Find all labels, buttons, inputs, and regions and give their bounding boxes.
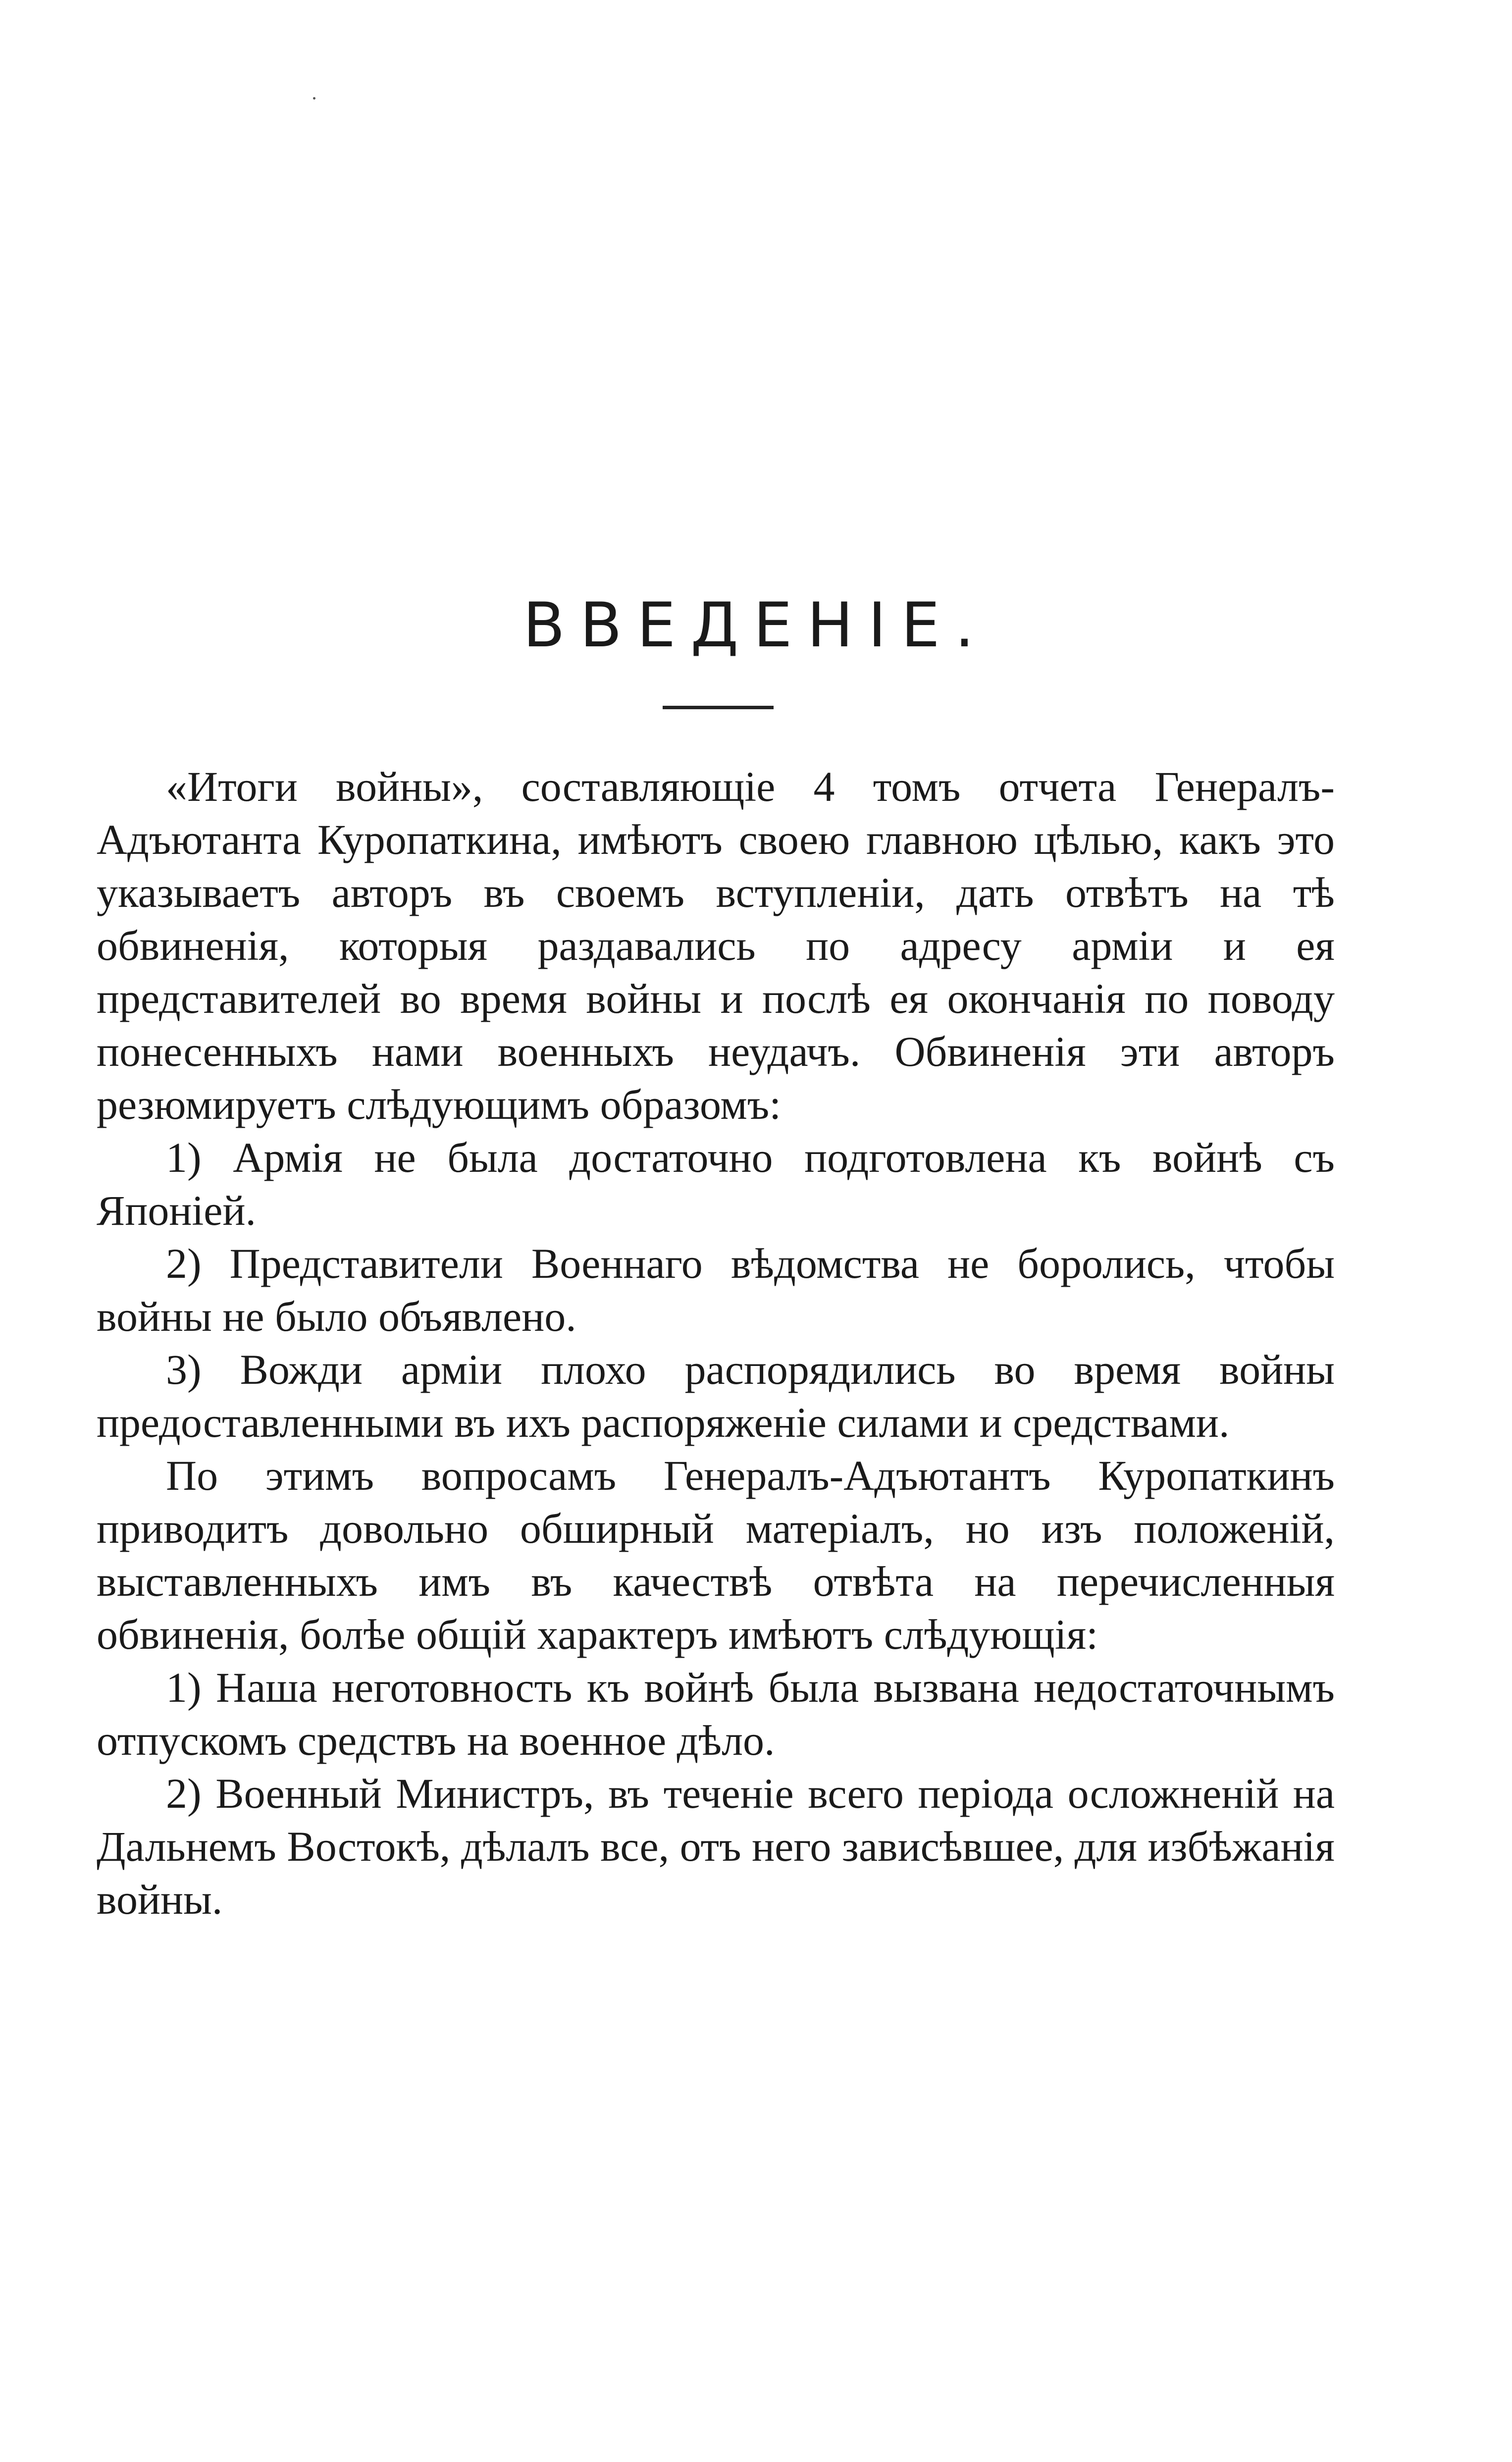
title-divider bbox=[663, 706, 774, 709]
accusation-item-2: 2) Представители Военнаго вѣдомства не боролись, чтобы войны не было объявлено. bbox=[97, 1240, 1335, 1340]
accusation-item-1: 1) Армія не была достаточно подготовлена къ войнѣ съ Японіей. bbox=[97, 1134, 1335, 1234]
paper-speck bbox=[313, 97, 315, 100]
chapter-body bbox=[97, 760, 1335, 1926]
response-item-1: 1) Наша неготовность къ войнѣ была вызвана недостаточнымъ отпускомъ средствъ на военное дѣло. bbox=[97, 1664, 1335, 1764]
chapter-title: ВВЕДЕНІЕ. bbox=[522, 590, 990, 662]
response-item-2: 2) Военный Министръ, въ теченіе всего періода осложненій на Дальнемъ Востокѣ, дѣлалъ все, отъ него зависѣвшее, для избѣжанія войны. bbox=[97, 1770, 1335, 1923]
summary-paragraph: По этимъ вопросамъ Генералъ-Адъютантъ Куропаткинъ приводитъ довольно обширный матеріалъ, но изъ положеній, выставленныхъ имъ въ качествѣ отвѣта на перечисленныя обвиненія, болѣе общій характеръ имѣютъ слѣдующія: bbox=[97, 1452, 1335, 1658]
accusation-item-3: 3) Вожди арміи плохо распорядились во время войны предоставленными въ ихъ распоряженіе силами и средствами. bbox=[97, 1346, 1335, 1446]
intro-paragraph: «Итоги войны», составляющіе 4 томъ отчета Генералъ-Адъютанта Куропаткина, имѣютъ своею главною цѣлью, какъ это указываетъ авторъ въ своемъ вступленіи, дать отвѣтъ на тѣ обвиненія, которыя раздавались по адресу арміи и ея представителей во время войны и послѣ ея окончанія по поводу понесенныхъ нами военныхъ неудачъ. Обвиненія эти авторъ резюмируетъ слѣдующимъ образомъ: bbox=[97, 763, 1335, 1128]
